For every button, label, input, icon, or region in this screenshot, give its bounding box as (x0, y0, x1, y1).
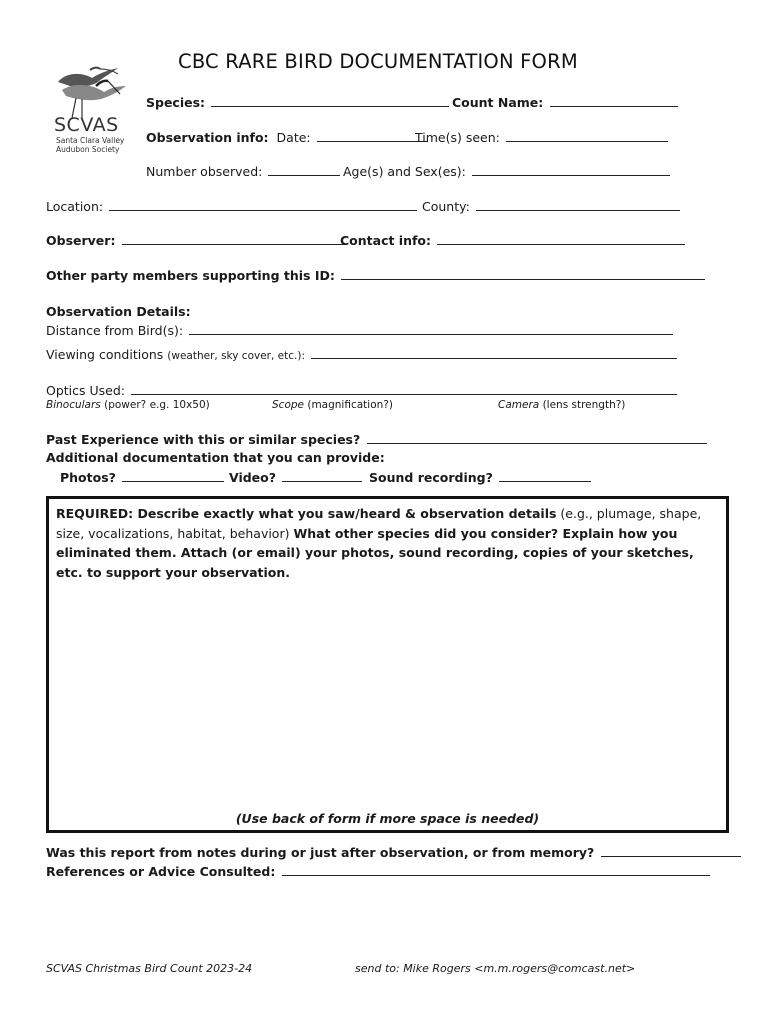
number-observed-label: Number observed: (146, 164, 263, 179)
ages-sexes-field[interactable] (472, 163, 670, 176)
county-row (422, 198, 680, 214)
photos-field[interactable] (122, 469, 224, 482)
contact-info-label: Contact info: (340, 233, 432, 248)
observer-row (46, 232, 346, 248)
scvas-logo (52, 64, 132, 156)
use-back-note: (Use back of form if more space is needed) (235, 811, 540, 826)
location-row (46, 198, 417, 214)
party-members-row (46, 267, 705, 283)
sound-recording-field[interactable] (499, 469, 591, 482)
observation-info-label: Observation info: (146, 130, 269, 145)
optics-label: Optics Used: (46, 383, 126, 398)
form-title: CBC RARE BIRD DOCUMENTATION FORM (178, 50, 578, 73)
logo-text: SCVAS (54, 114, 119, 136)
video-row (229, 469, 362, 485)
notes-or-memory-field[interactable] (601, 844, 741, 857)
notes-or-memory-label: Was this report from notes during or just after observation, or from memory? (46, 845, 595, 860)
distance-field[interactable] (189, 322, 673, 335)
camera-hint: Camera (lens strength?) (498, 399, 626, 411)
optics-field[interactable] (131, 382, 677, 395)
date-label: Date: (276, 130, 311, 145)
sound-recording-label: Sound recording? (369, 470, 493, 485)
video-field[interactable] (282, 469, 362, 482)
party-members-field[interactable] (341, 267, 705, 280)
observer-field[interactable] (122, 232, 346, 245)
county-label: County: (422, 199, 470, 214)
ages-sexes-label: Age(s) and Sex(es): (343, 164, 466, 179)
contact-info-field[interactable] (437, 232, 685, 245)
party-members-label: Other party members supporting this ID: (46, 268, 335, 283)
county-field[interactable] (476, 198, 680, 211)
count-name-row (452, 94, 678, 110)
number-observed-row (146, 163, 340, 179)
observation-info-row (146, 129, 427, 145)
required-instructions (56, 504, 720, 582)
distance-row (46, 322, 673, 338)
viewing-hint: (weather, sky cover, etc.): (167, 350, 305, 362)
scope-hint: Scope (magnification?) (272, 399, 393, 411)
viewing-row (46, 346, 677, 362)
notes-or-memory-row (46, 844, 741, 860)
photos-label: Photos? (60, 470, 116, 485)
times-seen-row (415, 129, 668, 145)
references-label: References or Advice Consulted: (46, 864, 276, 879)
count-name-label: Count Name: (452, 95, 544, 110)
distance-label: Distance from Bird(s): (46, 323, 184, 338)
photos-row (60, 469, 224, 485)
viewing-label: Viewing conditions (46, 347, 164, 362)
additional-documentation-label: Additional documentation that you can provide: (46, 450, 385, 465)
past-experience-row (46, 431, 707, 447)
location-field[interactable] (109, 198, 417, 211)
times-seen-field[interactable] (506, 129, 668, 142)
sound-recording-row (369, 469, 591, 485)
count-name-field[interactable] (550, 94, 678, 107)
past-experience-field[interactable] (367, 431, 707, 444)
past-experience-label: Past Experience with this or similar species? (46, 432, 361, 447)
video-label: Video? (229, 470, 277, 485)
species-label: Species: (146, 95, 206, 110)
required-examples: (e.g., plumage, shape, size, vocalizations, habitat, behavior) (56, 506, 702, 541)
logo-subtext-1: Santa Clara Valley (56, 136, 125, 145)
avocet-bird-icon (52, 64, 132, 120)
viewing-field[interactable] (311, 346, 677, 359)
species-row (146, 94, 449, 110)
footer-count-name: SCVAS Christmas Bird Count 2023-24 (46, 962, 253, 975)
times-seen-label: Time(s) seen: (415, 130, 500, 145)
location-label: Location: (46, 199, 104, 214)
logo-subtext-2: Audubon Society (56, 145, 120, 154)
number-observed-field[interactable] (268, 163, 340, 176)
species-field[interactable] (211, 94, 449, 107)
contact-info-row (340, 232, 685, 248)
ages-sexes-row (343, 163, 670, 179)
binoculars-hint: Binoculars (power? e.g. 10x50) (46, 399, 210, 411)
references-row (46, 863, 710, 879)
observation-details-heading: Observation Details: (46, 304, 191, 319)
date-field[interactable] (317, 129, 427, 142)
references-field[interactable] (282, 863, 710, 876)
required-lead: REQUIRED: Describe exactly what you saw/heard & observation details (56, 506, 557, 521)
required-description-box[interactable] (46, 496, 729, 833)
footer-send-to: send to: Mike Rogers <m.m.rogers@comcast.net> (355, 962, 636, 975)
observer-label: Observer: (46, 233, 116, 248)
required-question: What other species did you consider? Explain how you eliminated them. Attach (or email) your photos, sound recording, copies of your sketches, etc. to support your observation. (56, 525, 694, 580)
optics-row (46, 382, 677, 398)
